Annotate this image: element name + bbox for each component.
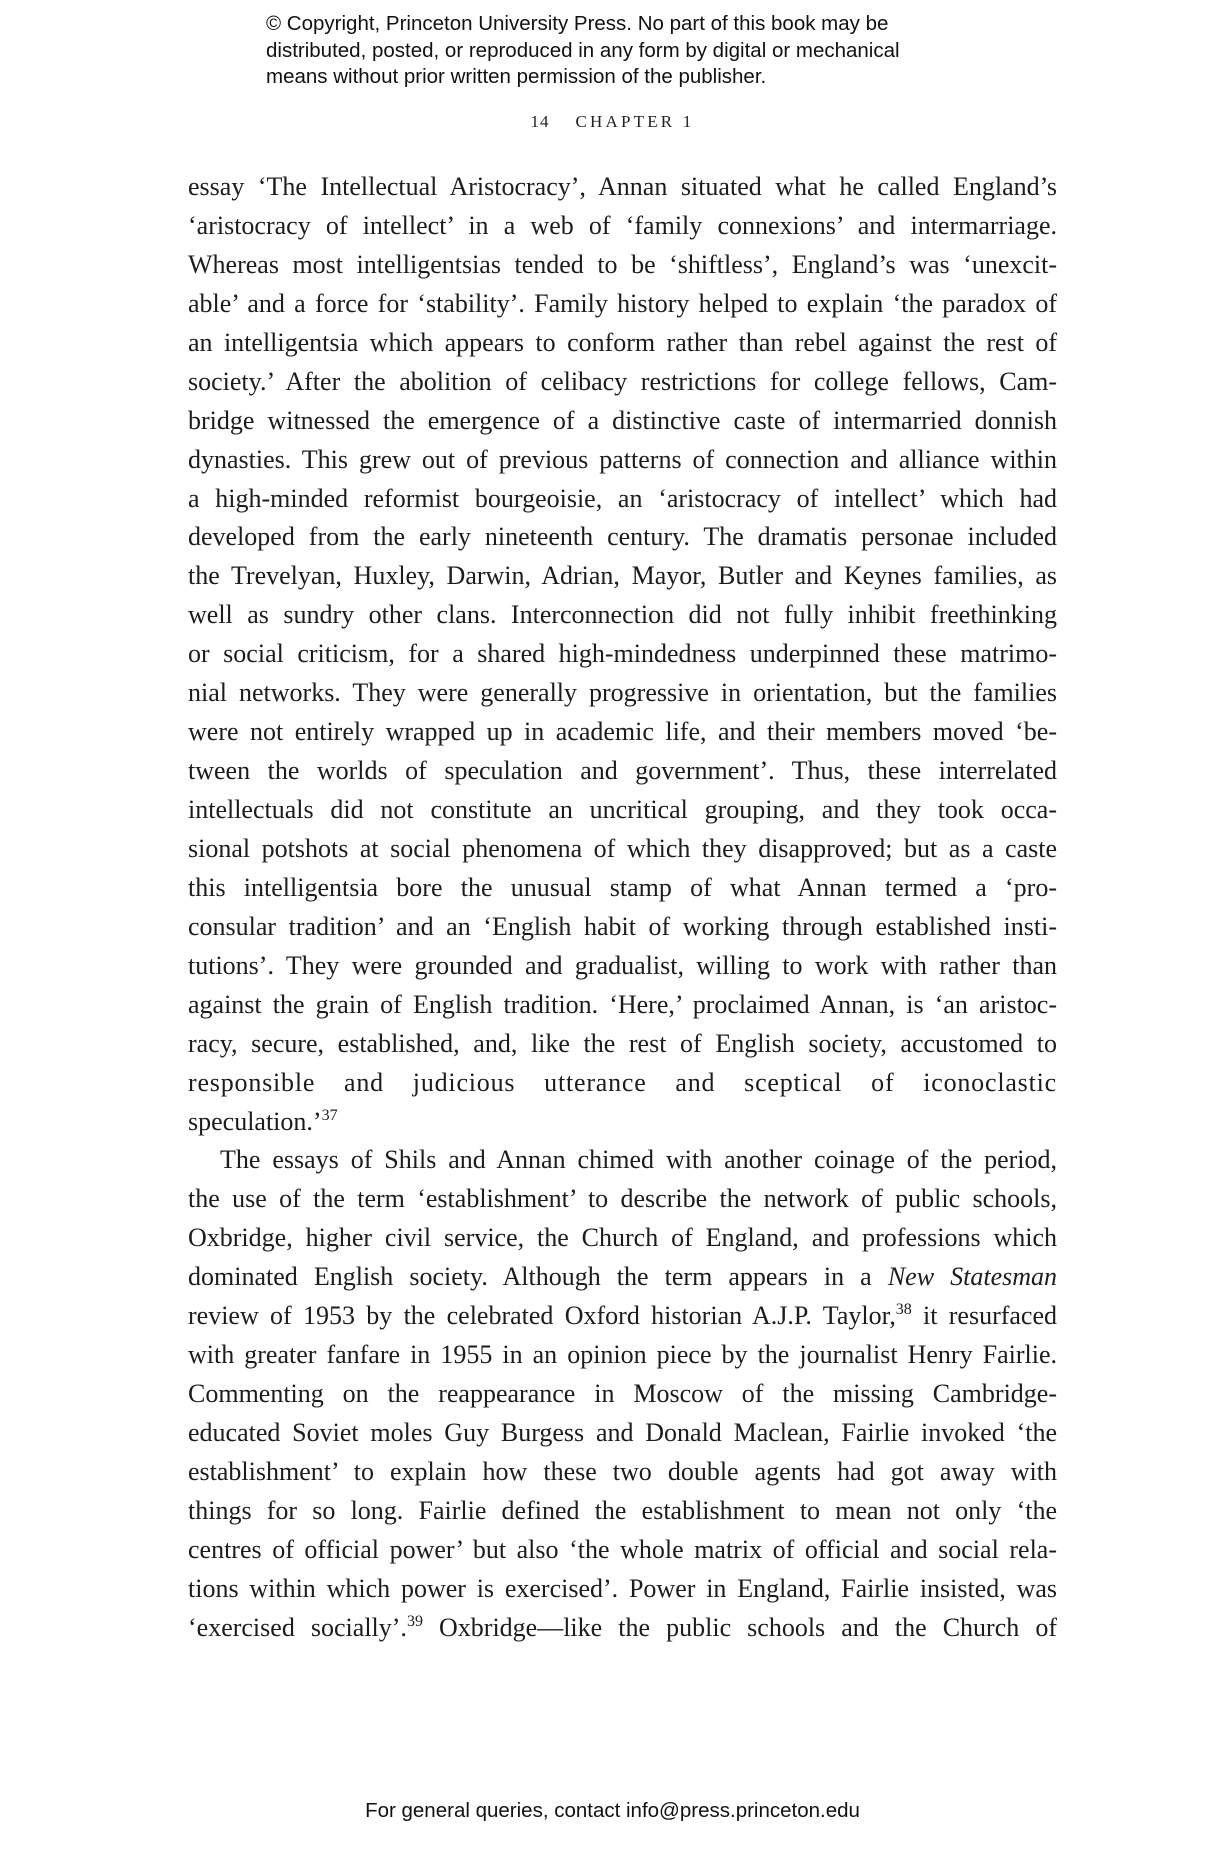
text-line: speculation.’$^{37}$ [188, 1106, 338, 1136]
footnote-ref-39[interactable]: 39 [406, 1612, 423, 1630]
text-line: sional potshots at social phenomena of which they disapproved; but as a caste [188, 833, 1057, 863]
text-line: intellectuals did not constitute an uncritical grouping, and they took occa- [188, 795, 1057, 824]
text-line: ‘exercised socially’.$^{39}$ Oxbridge—like the public schools and the Church of [188, 1612, 1057, 1642]
footer-text: For general queries, contact info@press.princeton.edu [365, 1799, 860, 1822]
text-line: essay ‘The Intellectual Aristocracy’, Annan situated what he called England’s [188, 172, 1057, 201]
copyright-line: © Copyright, Princeton University Press. No part of this book may be [266, 12, 889, 35]
text-line: nial networks. They were generally progressive in orientation, but the families [188, 678, 1057, 708]
running-head [0, 112, 1225, 132]
text-line: this intelligentsia bore the unusual stamp of what Annan termed a ‘pro- [188, 872, 1057, 902]
text-line: educated Soviet moles Guy Burgess and Donald Maclean, Fairlie invoked ‘the [188, 1418, 1057, 1447]
text-line: tions within which power is exercised’. Power in England, Fairlie insisted, was [188, 1573, 1057, 1603]
text-line: an intelligentsia which appears to conform rather than rebel against the rest of [188, 327, 1057, 357]
text-line: the use of the term ‘establishment’ to describe the network of public schools, [188, 1184, 1057, 1214]
text-line: bridge witnessed the emergence of a distinctive caste of intermarried donnish [188, 405, 1057, 435]
text-line: against the grain of English tradition. ‘Here,’ proclaimed Annan, is ‘an aristoc- [188, 989, 1057, 1019]
text-line: consular tradition’ and an ‘English habit of working through established insti- [188, 911, 1057, 941]
text-line: establishment’ to explain how these two double agents had got away with [188, 1456, 1057, 1486]
footnote-ref-38[interactable]: 38 [895, 1301, 912, 1319]
text-line: well as sundry other clans. Interconnection did not fully inhibit freethinking [188, 600, 1057, 630]
text-line: review of 1953 by the celebrated Oxford historian A.J.P. Taylor,$^{38}$ it resurfaced [188, 1301, 1058, 1331]
chapter-title: CHAPTER 1 [575, 112, 695, 131]
text-line: ‘aristocracy of intellect’ in a web of ‘family connexions’ and intermarriage. [188, 210, 1057, 240]
text-line: with greater fanfare in 1955 in an opinion piece by the journalist Henry Fairlie. [188, 1340, 1057, 1370]
paragraph-start-line: The essays of Shils and Annan chimed with another coinage of the period, [220, 1145, 1057, 1175]
copyright-line: means without prior written permission of the publisher. [266, 65, 767, 88]
text-line: dominated English society. Although the term appears in a New Statesman [188, 1262, 1058, 1292]
text-line: racy, secure, established, and, like the rest of English society, accustomed to [188, 1028, 1057, 1058]
text-line: or social criticism, for a shared high-mindedness underpinned these matrimo- [188, 639, 1057, 669]
text-line: tween the worlds of speculation and government’. Thus, these interrelated [188, 756, 1057, 786]
text-line: dynasties. This grew out of previous patterns of connection and alliance within [188, 444, 1057, 474]
text-line: the Trevelyan, Huxley, Darwin, Adrian, Mayor, Butler and Keynes families, as [188, 561, 1057, 591]
footer-contact [0, 1799, 1225, 1823]
text-line: tutions’. They were grounded and gradualist, willing to work with rather than [188, 950, 1057, 980]
text-line: developed from the early nineteenth century. The dramatis personae included [188, 522, 1057, 552]
text-line: able’ and a force for ‘stability’. Family history helped to explain ‘the paradox of [188, 288, 1057, 318]
text-line: Commenting on the reappearance in Moscow of the missing Cambridge- [188, 1379, 1057, 1409]
text-line: responsible and judicious utterance and sceptical of iconoclastic [188, 1067, 1057, 1097]
text-line: Whereas most intelligentsias tended to be ‘shiftless’, England’s was ‘unexcit- [188, 249, 1057, 279]
publication-title: New Statesman [887, 1262, 1058, 1292]
body-text [188, 168, 1057, 1648]
text-line: were not entirely wrapped up in academic life, and their members moved ‘be- [188, 717, 1057, 747]
copyright-line: distributed, posted, or reproduced in any form by digital or mechanical [266, 38, 900, 62]
page-number: 14 [530, 112, 550, 131]
text-line: centres of official power’ but also ‘the whole matrix of official and social rela- [188, 1534, 1057, 1564]
copyright-notice [266, 11, 1026, 91]
text-line: society.’ After the abolition of celibacy restrictions for college fellows, Cam- [188, 366, 1057, 396]
footnote-ref-37[interactable]: 37 [321, 1106, 338, 1124]
text-line: Oxbridge, higher civil service, the Church of England, and professions which [188, 1223, 1057, 1253]
text-line: things for so long. Fairlie defined the establishment to mean not only ‘the [188, 1495, 1057, 1525]
text-line: a high-minded reformist bourgeoisie, an ‘aristocracy of intellect’ which had [188, 483, 1057, 513]
